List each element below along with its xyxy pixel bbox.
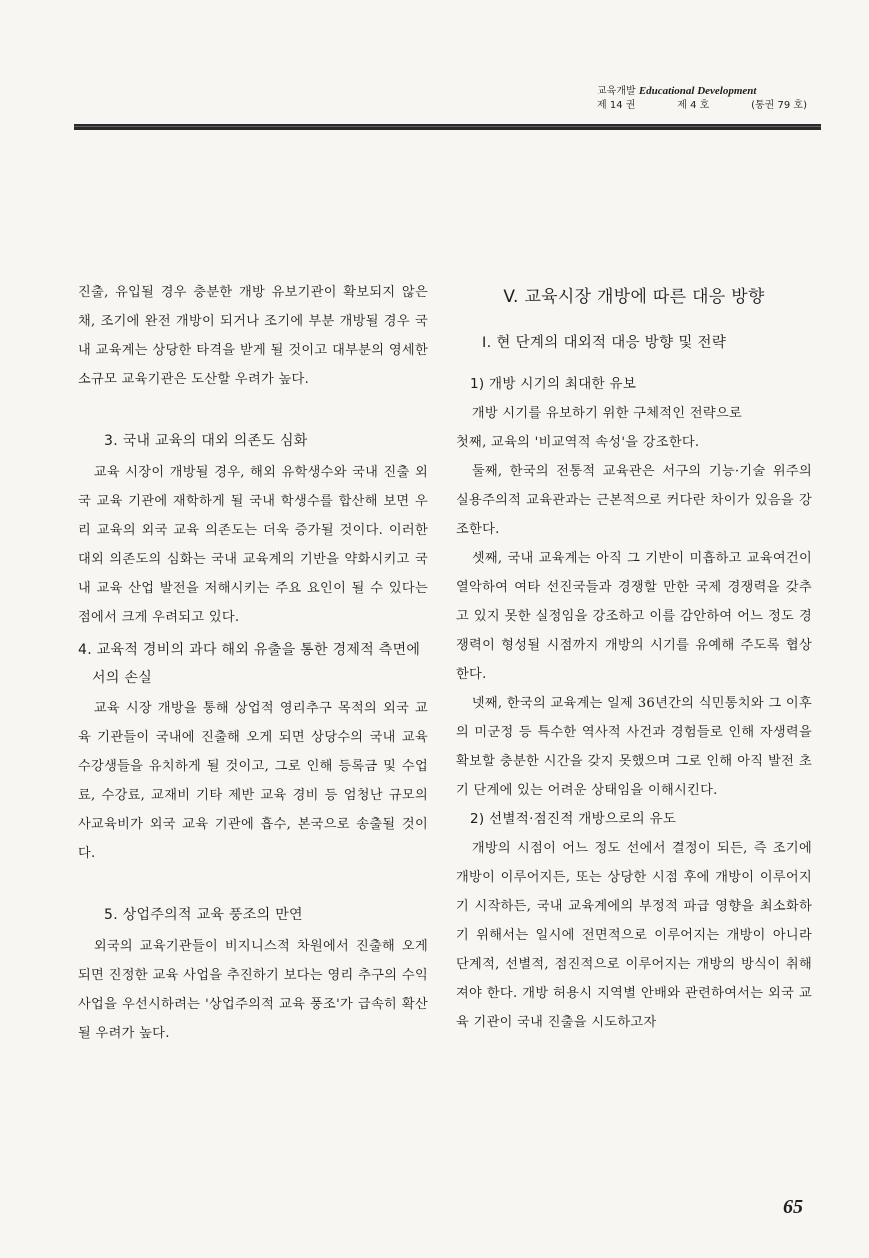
page-number: 65 bbox=[783, 1196, 803, 1218]
serial-number: (통권 79 호) bbox=[751, 100, 807, 111]
subsection-heading: I. 현 단계의 대외적 대응 방향 및 전략 bbox=[482, 335, 727, 351]
paragraph: 교육 시장 개방을 통해 상업적 영리추구 목적의 외국 교육 기관들이 국내에 진출해 오게 되면 상당수의 국내 교육 수강생들을 유치하게 될 것이고, 그로 인해 등록금 및 수업료, 수강료, 교재비 기타 제반 교육 경비 등 엄청난 규모의 사교육비가 외국 교육 기관에 흡수, 본국으로 송출될 것이다. bbox=[78, 701, 428, 861]
paragraph: 교육 시장이 개방될 경우, 해외 유학생수와 국내 진출 외국 교육 기관에 재학하게 될 국내 학생수를 합산해 보면 우리 교육의 외국 교육 의존도는 더욱 증가될 것이다. 이러한 대외 의존도의 심화는 국내 교육계의 기반을 약화시키고 국내 교육 산업 발전을 저해시키는 주요 요인이 될 수 있다는 점에서 크게 우려되고 있다. bbox=[78, 465, 428, 625]
item-heading-2: 2) 선별적·점진적 개방으로의 유도 bbox=[470, 811, 677, 827]
paragraph: 첫째, 교육의 '비교역적 속성'을 강조한다. bbox=[456, 435, 700, 450]
item-heading-1: 1) 개방 시기의 최대한 유보 bbox=[470, 376, 637, 392]
right-column bbox=[456, 278, 812, 1037]
journal-title-ko: 교육개발 bbox=[597, 86, 636, 97]
paragraph: 진출, 유입될 경우 충분한 개방 유보기관이 확보되지 않은 채, 조기에 완전 개방이 되거나 조기에 부분 개방될 경우 국내 교육계는 상당한 타격을 받게 될 것이고 대부분의 영세한 소규모 교육기관은 도산할 우려가 높다. bbox=[78, 285, 428, 387]
paragraph: 넷째, 한국의 교육계는 일제 36년간의 식민통치와 그 이후의 미군정 등 특수한 역사적 사건과 경험들로 인해 자생력을 확보할 충분한 시간을 갖지 못했으며 그로 인해 아직 발전 초기 단계에 있는 어려운 상태임을 이해시킨다. bbox=[456, 696, 813, 798]
section-heading-4: 4. 교육적 경비의 과다 해외 유출을 통한 경제적 측면에서의 손실 bbox=[78, 642, 421, 686]
section-heading-3: 3. 국내 교육의 대외 의존도 심화 bbox=[104, 433, 308, 449]
header-rule bbox=[74, 124, 821, 130]
left-column bbox=[78, 278, 428, 1048]
volume: 제 14 권 bbox=[597, 100, 636, 111]
paragraph: 개방 시기를 유보하기 위한 구체적인 전략으로 bbox=[471, 406, 743, 421]
journal-header bbox=[597, 84, 807, 113]
journal-issue-info bbox=[597, 99, 807, 113]
journal-title bbox=[597, 84, 807, 99]
paragraph: 셋째, 국내 교육계는 아직 그 기반이 미흡하고 교육여건이 열악하여 여타 선진국들과 경쟁할 만한 국제 경쟁력을 갖추고 있지 못한 실정임을 강조하고 이를 감안하여 어느 정도 경쟁력이 형성될 시점까지 개방의 시기를 유예해 주도록 협상한다. bbox=[456, 551, 812, 682]
section-heading-5: 5. 상업주의적 교육 풍조의 만연 bbox=[104, 907, 303, 923]
paragraph: 외국의 교육기관들이 비지니스적 차원에서 진출해 오게 되면 진정한 교육 사업을 추진하기 보다는 영리 추구의 수익 사업을 우선시하려는 '상업주의적 교육 풍조'가 급속히 확산될 우려가 높다. bbox=[78, 939, 428, 1041]
paragraph: 개방의 시점이 어느 정도 선에서 결정이 되든, 즉 조기에 개방이 이루어지든, 또는 상당한 시점 후에 개방이 이루어지기 시작하든, 국내 교육계에의 부정적 파급 영향을 최소화하기 위해서는 일시에 전면적으로 이루어지는 개방이 아니라 단계적, 선별적, 점진적으로 이루어지는 개방의 방식이 취해져야 한다. 개방 허용시 지역별 안배와 관련하여서는 외국 교육 기관이 국내 진출을 시도하고자 bbox=[456, 841, 812, 1030]
issue: 제 4 호 bbox=[677, 100, 710, 111]
chapter-heading: V. 교육시장 개방에 따른 대응 방향 bbox=[503, 287, 765, 307]
paragraph: 둘째, 한국의 전통적 교육관은 서구의 기능·기술 위주의 실용주의적 교육관과는 근본적으로 커다란 차이가 있음을 강조한다. bbox=[456, 464, 812, 537]
journal-title-en: Educational Development bbox=[638, 85, 757, 97]
